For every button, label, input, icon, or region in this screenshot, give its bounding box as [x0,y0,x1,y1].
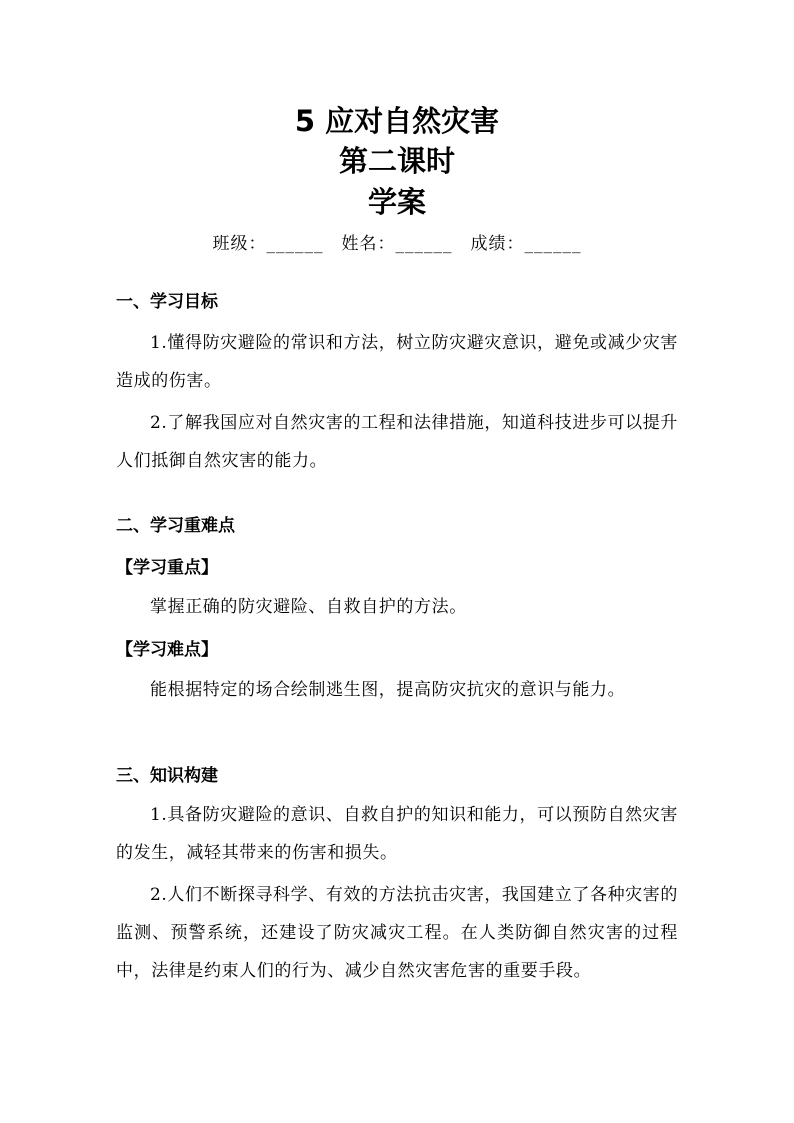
section-heading-key-points: 二、学习重难点 [116,516,235,536]
lesson-title: 5 应对自然灾害 [294,104,500,138]
knowledge-item: 2.人们不断探寻科学、有效的方法抗击灾害，我国建立了各种灾害的监测、预警系统，还建设了防灾减灾工程。在人类防御自然灾害的过程中，法律是约束人们的行为、减少自然灾害危害的重要手段。 [116,885,678,981]
class-label: 班级： [212,234,267,254]
class-blank[interactable]: ______ [266,234,324,254]
score-label: 成绩： [470,234,525,254]
section-heading-objectives: 一、学习目标 [116,292,218,312]
name-label: 姓名： [341,234,396,254]
name-blank[interactable]: ______ [395,234,453,254]
knowledge-item: 1.具备防灾避险的意识、自救自护的知识和能力，可以预防自然灾害的发生，减轻其带来的伤害和损失。 [116,805,678,863]
student-info-line [0,232,794,256]
document-type: 学案 [367,185,426,219]
lesson-period: 第二课时 [338,144,455,178]
focus-text: 掌握正确的防灾避险、自救自护的方法。 [150,597,467,617]
section-heading-knowledge: 三、知识构建 [116,766,218,786]
objective-item: 2.了解我国应对自然灾害的工程和法律措施，知道科技进步可以提升人们抵御自然灾害的能力。 [116,413,678,471]
focus-label: 【学习重点】 [116,558,218,578]
score-blank[interactable]: ______ [524,234,582,254]
difficulty-label: 【学习难点】 [116,640,218,660]
difficulty-text: 能根据特定的场合绘制逃生图，提高防灾抗灾的意识与能力。 [150,680,626,700]
objective-item: 1.懂得防灾避险的常识和方法，树立防灾避灾意识，避免或减少灾害造成的伤害。 [116,333,678,391]
